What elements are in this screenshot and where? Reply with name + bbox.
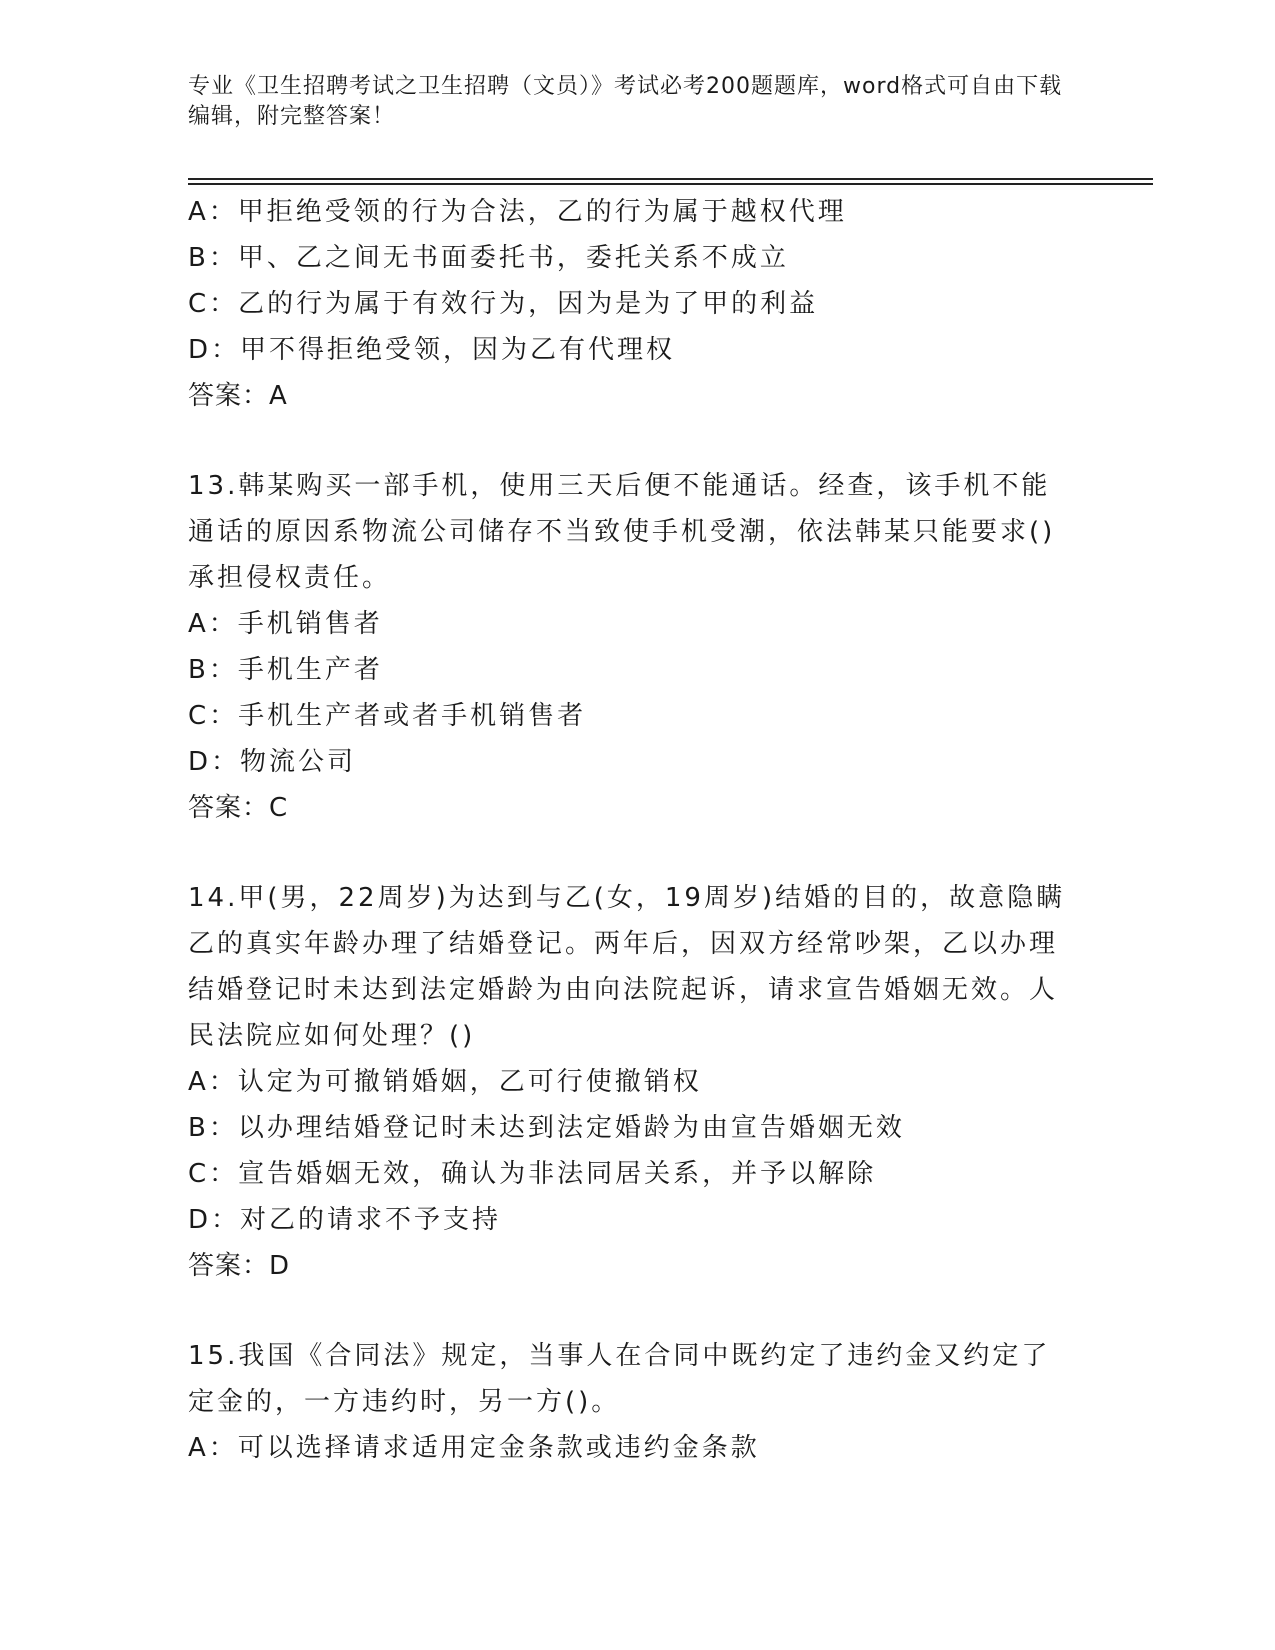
option-b: B：手机生产者 bbox=[188, 655, 383, 685]
question-stem: 14.甲(男，22周岁)为达到与乙(女，19周岁)结婚的目的，故意隐瞒乙的真实年龄办理了结婚登记。两年后，因双方经常吵架，乙以办理结婚登记时未达到法定婚龄为由向法院起诉，请求宣告婚姻无效。人民法院应如何处理？() bbox=[188, 883, 1066, 1051]
option-a: A：甲拒绝受领的行为合法，乙的行为属于越权代理 bbox=[188, 197, 847, 227]
option-c: C：手机生产者或者手机销售者 bbox=[188, 701, 587, 731]
question-list bbox=[188, 189, 1088, 1471]
question-13 bbox=[188, 463, 1088, 831]
answer-line: 答案：D bbox=[188, 1251, 291, 1281]
option-d: D：甲不得拒绝受领，因为乙有代理权 bbox=[188, 335, 676, 365]
option-a: A：手机销售者 bbox=[188, 609, 383, 639]
question-12 bbox=[188, 189, 1088, 419]
answer-line: 答案：C bbox=[188, 793, 289, 823]
header-rule-bottom bbox=[188, 183, 1153, 185]
option-a: A：认定为可撤销婚姻，乙可行使撤销权 bbox=[188, 1067, 702, 1097]
question-stem: 13.韩某购买一部手机，使用三天后便不能通话。经查，该手机不能通话的原因系物流公司储存不当致使手机受潮，依法韩某只能要求()承担侵权责任。 bbox=[188, 471, 1056, 593]
answer-line: 答案：A bbox=[188, 381, 288, 411]
option-d: D：对乙的请求不予支持 bbox=[188, 1205, 502, 1235]
question-stem: 15.我国《合同法》规定，当事人在合同中既约定了违约金又约定了定金的，一方违约时，另一方()。 bbox=[188, 1341, 1051, 1417]
option-c: C：乙的行为属于有效行为，因为是为了甲的利益 bbox=[188, 289, 819, 319]
option-d: D：物流公司 bbox=[188, 747, 357, 777]
option-b: B：以办理结婚登记时未达到法定婚龄为由宣告婚姻无效 bbox=[188, 1113, 905, 1143]
option-a: A：可以选择请求适用定金条款或违约金条款 bbox=[188, 1433, 760, 1463]
question-14 bbox=[188, 875, 1088, 1289]
document-header: 专业《卫生招聘考试之卫生招聘（文员）》考试必考200题题库，word格式可自由下载编辑，附完整答案！ bbox=[188, 74, 1063, 129]
option-b: B：甲、乙之间无书面委托书，委托关系不成立 bbox=[188, 243, 789, 273]
option-c: C：宣告婚姻无效，确认为非法同居关系，并予以解除 bbox=[188, 1159, 877, 1189]
header-rule-top bbox=[188, 178, 1153, 180]
question-15 bbox=[188, 1333, 1088, 1471]
